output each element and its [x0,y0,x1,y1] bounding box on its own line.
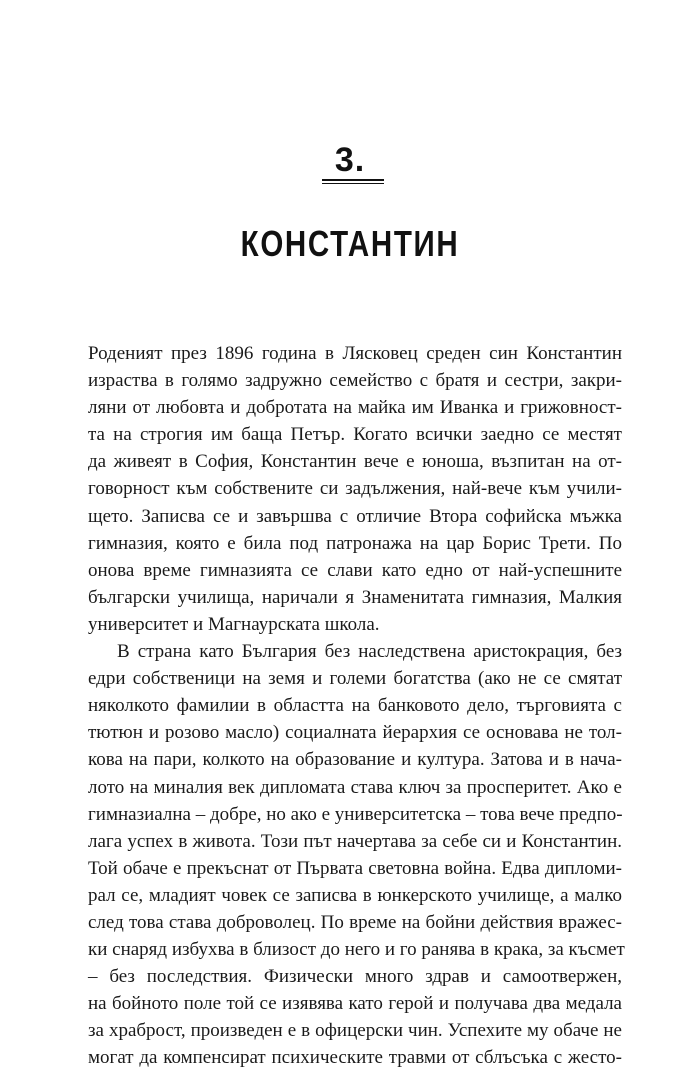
text-line: гимназия, която е била под патронажа на цар Борис Трети. По [88,532,622,554]
text-line: български училища, наричали я Знаменитата гимназия, Малкия [88,586,622,608]
text-line: могат да компенсират психическите травми от сблъсъка с жесто- [88,1047,622,1069]
text-line: за храброст, произведен е в офицерски чин. Успехите му обаче не [88,1020,622,1042]
chapter-divider [322,179,384,184]
text-line: гимназиална – добре, но ако е университетска – това вече предпо- [88,803,623,825]
text-line: на бойното поле той се изявява като герой и получава два медала [88,993,622,1015]
text-line: да живеят в София, Константин вече е юноша, възпитан на от- [88,451,622,473]
text-line: университет и Магнаурската школа. [88,613,380,635]
text-line: тютюн и розово масло) социалната йерархия се основава не тол- [88,722,622,744]
text-line: – без последствия. Физически много здрав и самоотвержен, [88,966,622,988]
text-line: кова на пари, колкото на образование и култура. Затова и в нача- [88,749,622,771]
text-line: лото на миналия век дипломата става ключ за просперитет. Ако е [88,776,622,798]
text-line: след това става доброволец. По време на бойни действия вражес- [88,911,622,933]
text-line: ки снаряд избухва в близост до него и го ранява в крака, за късмет [88,939,625,961]
text-line: израства в голямо задружно семейство с братя и сестри, закри- [88,370,622,392]
text-line: едри собственици на земя и големи богатства (ако не се смятат [88,668,622,690]
text-line: ляни от любовта и добротата на майка им Иванка и грижовност- [88,397,622,419]
text-line: онова време гимназията се слави като едно от най-успешните [88,559,622,581]
text-line: та на строгия им баща Петър. Когато всички заедно се местят [88,424,622,446]
text-line: няколкото фамилии в областта на банковото дело, търговията с [88,695,622,717]
text-line: рал се, младият човек се записва в юнкерското училище, а малко [88,884,622,906]
chapter-body [88,340,625,1072]
text-line: Той обаче е прекъснат от Първата световна война. Едва дипломи- [88,857,622,879]
text-line: Роденият през 1896 година в Лясковец среден син Константин [88,343,622,364]
text-line: щето. Записва се и завършва с отличие Втора софийска мъжка [88,505,622,527]
chapter-title: КОНСТАНТИН [240,223,460,264]
text-line: говорност към собствените си задължения, най-вече към учили- [88,478,622,500]
text-line: В страна като България без наследствена аристокрация, без [117,641,622,663]
chapter-number: 3. [334,141,366,179]
text-line: лага успех в живота. Този път начертава за себе си и Константин. [88,830,622,852]
